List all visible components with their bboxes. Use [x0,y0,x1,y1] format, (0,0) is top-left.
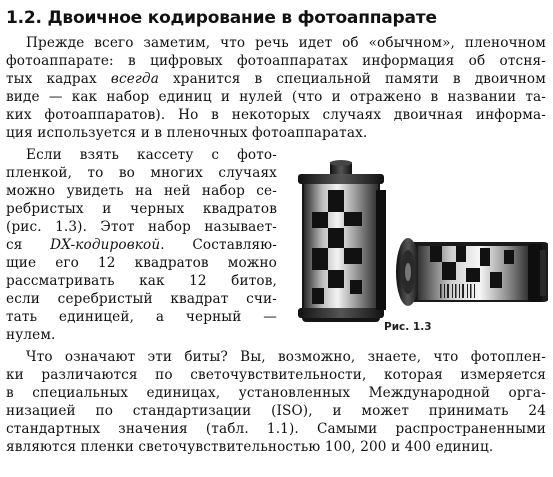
cassette-left [298,160,386,322]
paragraph-1-line-6: ция используется и в пленочных фотоаппаратах. [6,125,368,141]
paragraph-2-line-9: если серебристый квадрат счи- [6,291,277,307]
paragraph-2-line-3: можно увидеть на ней набор се- [6,183,277,199]
paragraph-1-line-5: ких фотоаппаратов). Но в некоторых случаях двоичная информа- [6,107,546,123]
paragraph-2-line-11: нулем. [6,327,56,343]
paragraph-2-line-10: тать единицей, а черный — [6,309,277,325]
paragraph-3-line-3: в специальных единицах, установленных Международной орга- [6,385,546,401]
emphasis-dx-coding: DX-кодировкой [50,237,161,253]
paragraph-2-line-6: ся DX-кодировкой. Составляю- [6,237,277,253]
figure-film-cassettes [290,160,548,330]
paragraph-1-line-3: тых кадрах всегда хранится в специальной памяти в двоичном [6,71,546,87]
paragraph-2-line-7: щие его 12 квадратов можно [6,255,277,271]
emphasis-always: всегда [110,71,159,87]
paragraph-1-line-1: Прежде всего заметим, что речь идет об «обычном», пленочном [26,35,546,51]
paragraph-2-line-1: Если взять кассету с фото- [26,147,277,163]
paragraph-1-line-2: фотоаппарате: в цифровых фотоаппаратах информация об отсня- [6,53,546,69]
section-heading: 1.2. Двоичное кодирование в фотоаппарате [6,8,437,28]
paragraph-2-line-4: ребристых и черных квадратов [6,201,277,217]
paragraph-1-line-4: виде — как набор единиц и нулей (что и отражено в названии та- [6,89,546,105]
cassette-right [396,238,548,306]
paragraph-2-line-2: пленкой, то во многих случаях [6,165,277,181]
paragraph-3-line-5: стандартных значения (табл. 1.1). Самыми распространенными [6,421,546,437]
figure-caption: Рис. 1.3 [384,321,432,333]
paragraph-2-line-5: (рис. 1.3). Этот набор называет- [6,219,277,235]
paragraph-2-line-8: рассматривать как 12 битов, [6,273,277,289]
paragraph-3-line-1: Что означают эти биты? Вы, возможно, знаете, что фотоплен- [26,349,546,365]
film-cassette-illustration [290,160,548,330]
paragraph-3-line-4: низацией по стандартизации (ISO), и может принимать 24 [6,403,546,419]
paragraph-3-line-6: являются пленки светочувствительностью 100, 200 и 400 единиц. [6,439,494,455]
paragraph-3-line-2: ки различаются по светочувствительности, которая измеряется [6,367,546,383]
